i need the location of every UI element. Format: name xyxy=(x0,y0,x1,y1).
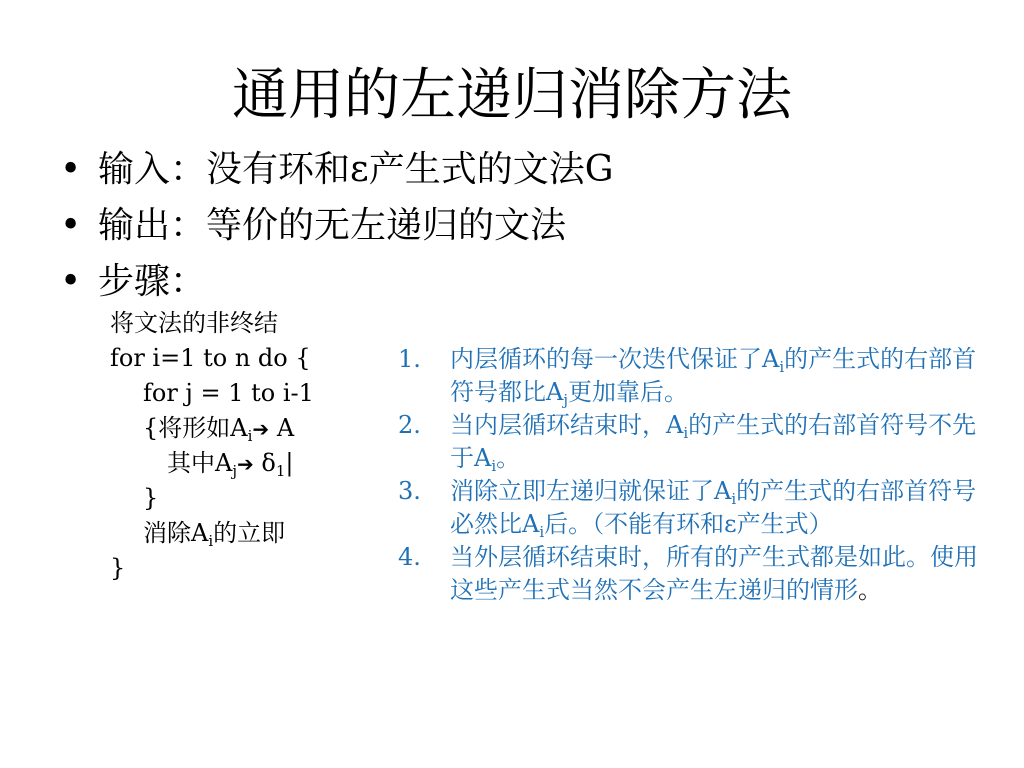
subscript: j xyxy=(232,462,237,480)
note-number: 4. xyxy=(398,543,421,571)
note-text: 的产生式的右部首符号都比A xyxy=(450,345,977,406)
bullet-output xyxy=(60,198,613,254)
epsilon-symbol: ε xyxy=(350,149,369,190)
code-text: } xyxy=(143,484,159,512)
bullet-marker: • xyxy=(60,149,82,190)
code-line xyxy=(110,411,338,446)
subscript: i xyxy=(539,523,545,541)
bullet-output-text: 等价的无左递归的文法 xyxy=(206,205,567,246)
bullet-output-label: 输出： xyxy=(98,205,207,246)
bullet-list xyxy=(60,142,613,310)
code-line xyxy=(110,306,338,341)
subscript: i xyxy=(247,427,253,445)
note-text: 当内层循环结束时，A xyxy=(450,411,684,439)
note-item xyxy=(398,541,998,607)
note-text: 的产生式的右部首符号不先于A xyxy=(450,411,977,472)
code-text: 的立即 xyxy=(213,519,286,547)
code-line xyxy=(110,516,338,551)
bullet-marker: • xyxy=(60,261,82,302)
subscript: j xyxy=(563,391,568,409)
note-item xyxy=(398,409,998,475)
code-text: | xyxy=(285,449,294,477)
note-item xyxy=(398,343,998,409)
code-text: for j = 1 to i-1 xyxy=(143,379,314,407)
code-text: 消除A xyxy=(143,519,209,547)
algorithm-code-block xyxy=(110,306,338,636)
subscript: i xyxy=(779,358,785,376)
note-text: 更加靠后。 xyxy=(568,378,688,406)
subscript: i xyxy=(683,424,689,442)
page-title: 通用的左递归消除方法 xyxy=(232,63,792,128)
note-number: 2. xyxy=(398,411,421,439)
code-line xyxy=(110,481,338,516)
bullet-input xyxy=(60,142,613,198)
code-text: for i=1 to n do { xyxy=(110,344,311,372)
note-number: 1. xyxy=(398,345,421,373)
subscript: i xyxy=(208,532,214,550)
code-line xyxy=(110,446,338,481)
bullet-input-label: 输入： xyxy=(98,149,207,190)
code-line xyxy=(110,376,338,411)
note-text: 后。（不能有环和ε产生式） xyxy=(544,510,833,538)
subscript: i xyxy=(731,490,737,508)
code-line xyxy=(110,551,338,586)
note-text: 。 xyxy=(858,576,882,604)
note-text: 的产生式的右部首符号必然比A xyxy=(450,477,977,538)
bullet-input-text-a: 没有环和 xyxy=(206,149,351,190)
arrow-icon: ➔ xyxy=(252,417,270,441)
code-text: δ xyxy=(253,449,276,477)
subscript: i xyxy=(491,457,497,475)
bullet-input-text-b: 产生式的文法G xyxy=(368,149,614,190)
note-text: 消除立即左递归就保证了A xyxy=(450,477,732,505)
code-text: A xyxy=(269,414,295,442)
note-item xyxy=(398,475,998,541)
note-number: 3. xyxy=(398,477,421,505)
note-text: 。 xyxy=(496,444,521,472)
subscript: 1 xyxy=(275,462,286,480)
bullet-steps xyxy=(60,254,613,310)
note-text: 当外层循环结束时，所有的产生式都是如此。使用这些产生式当然不会产生左递归的情形 xyxy=(450,543,978,604)
bullet-marker: • xyxy=(60,205,82,246)
note-text: 内层循环的每一次迭代保证了A xyxy=(450,345,780,373)
code-text: } xyxy=(110,554,126,582)
code-line xyxy=(110,341,338,376)
code-text: 其中A xyxy=(167,449,233,477)
bullet-steps-label: 步骤： xyxy=(98,261,207,302)
code-text: 将文法的非终结 xyxy=(110,309,278,337)
arrow-icon: ➔ xyxy=(237,452,254,476)
code-text: {将形如A xyxy=(143,414,248,442)
notes-list xyxy=(398,343,998,607)
